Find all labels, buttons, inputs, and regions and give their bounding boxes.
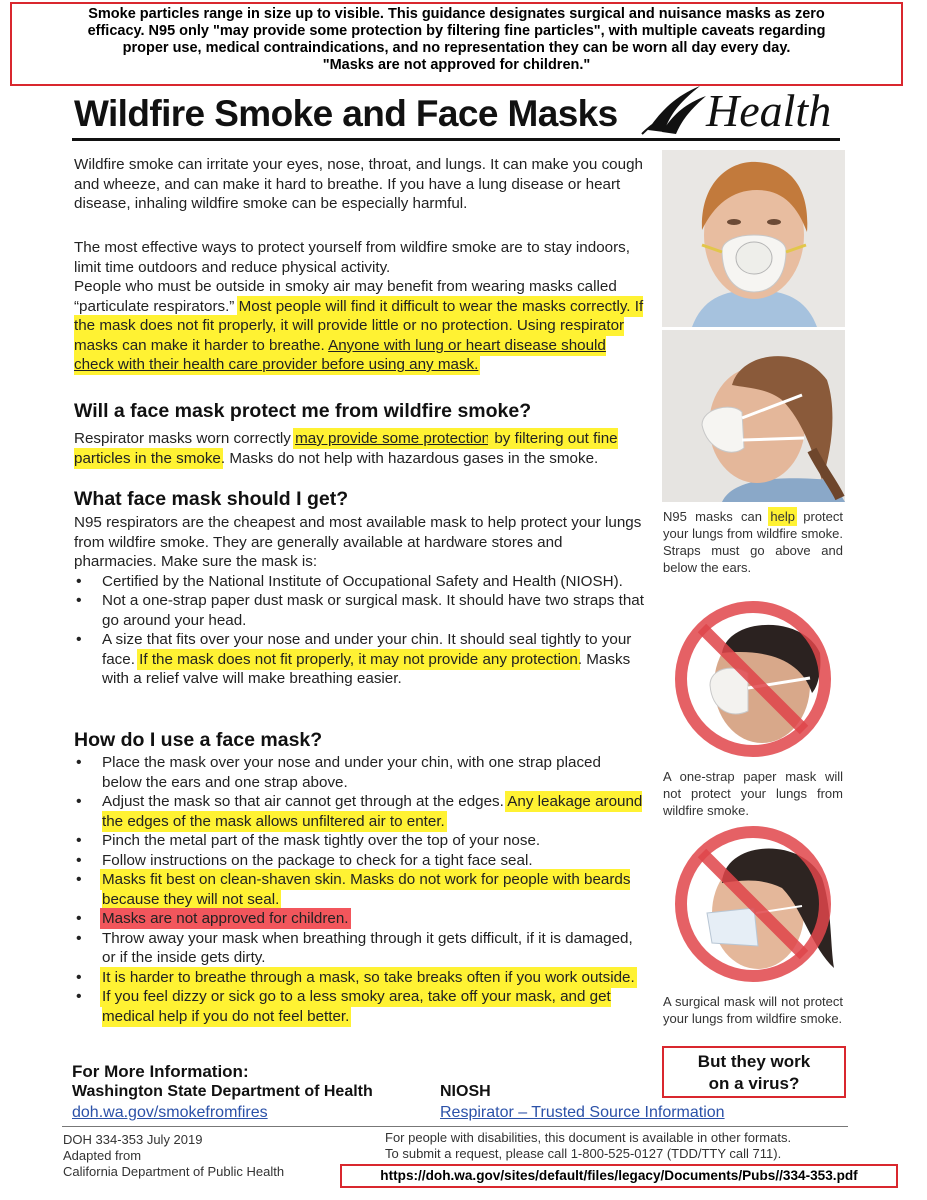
body-text: N95 respirators are the cheapest and most available mask to help protect your lungs from wildfire smoke. They are generally available at hardware stores and pharmacies. Make sure the mask is: [74,514,642,570]
section3-body [74,753,644,1026]
list-item: • Place the mask over your nose and under your chin, with one strap placed below the ears and one strap above. [74,753,644,792]
list-item [74,909,644,929]
accessibility-text: To submit a request, please call 1-800-525-0127 (TDD/TTY call 711). [385,1146,782,1161]
more-info-org: Washington State Department of Health [72,1083,373,1100]
intro-text: The most effective ways to protect yourself from wildfire smoke are to stay indoors, limit time outdoors and reduce physical activity. [74,239,630,276]
body-text: . Masks do not help with hazardous gases in the smoke. [220,449,599,467]
callout-line: on a virus? [708,1074,800,1093]
callout-line: But they work [697,1052,811,1071]
section-heading: Will a face mask protect me from wildfire smoke? [74,400,532,422]
annotation-box [10,2,903,86]
doc-id: DOH 334-353 July 2019 [63,1132,203,1147]
caption-text: N95 masks can [663,509,771,524]
highlighted-text: Masks fit best on clean-shaven skin. Masks do not work for people with beards because they will not seal. [102,871,631,908]
list-item: • Throw away your mask when breathing through it gets difficult, if it is damaged, or if the inside gets dirty. [74,929,644,968]
adapted-text: Adapted from [63,1148,142,1163]
title-divider [72,138,840,141]
annotation-line: "Masks are not approved for children." [322,57,591,73]
surgical-mask-photo [662,818,845,990]
section1-paragraph [74,429,644,468]
body-text: Adjust the mask so that air cannot get through at the edges. [102,793,508,810]
footer-divider [62,1126,848,1127]
highlighted-text: If the mask does not fit properly, it may not provide any protection [139,650,578,668]
list-item [74,792,644,831]
list-item [74,630,644,689]
logo-swoosh-icon [640,82,710,136]
highlighted-text: Anyone with lung or heart disease should check with their health care provider before using any mask. [74,336,606,373]
caption-surgical: A surgical mask will not protect your lungs from wildfire smoke. [663,994,843,1026]
highlighted-text: It is harder to breathe through a mask, so take breaks often if you work outside. [102,968,635,986]
mask-usage-list [74,753,644,1026]
list-item: • Certified by the National Institute of Occupational Safety and Health (NIOSH). [74,572,644,592]
page-title: Wildfire Smoke and Face Masks [74,93,618,134]
accessibility-text: For people with disabilities, this document is available in other formats. [385,1130,792,1145]
body-text: A size that fits over your nose and under your chin. It should seal tightly to your face. [102,631,632,668]
doh-link[interactable]: doh.wa.gov/smokefromfires [72,1104,268,1121]
intro-paragraph-2 [74,238,644,375]
intro-text: People who must be outside in smoky air may benefit from wearing masks called “particulate respirators.” [74,278,617,315]
highlighted-text: by filtering out fine particles in the smoke [74,430,618,467]
n95-front-photo [662,150,845,327]
caption-n95 [663,508,843,576]
niosh-link[interactable]: Respirator – Trusted Source Information [440,1104,725,1121]
list-item [74,968,644,988]
body-text: . Masks with a relief valve will make breathing easier. [102,650,631,687]
logo-text: Health [706,85,832,136]
section-heading: What face mask should I get? [74,488,349,510]
intro-text: Wildfire smoke can irritate your eyes, nose, throat, and lungs. It can make you cough and wheeze, and can make it hard to breathe. If you have a lung disease or heart disease, inhaling wildfire smoke can be especially harmful. [74,156,643,212]
red-highlighted-text: Masks are not approved for children. [102,910,349,927]
annotation-line: efficacy. N95 only "may provide some protection by filtering fine particles", with multiple caveats regarding [87,23,826,39]
highlighted-text: If you feel dizzy or sick go to a less smoky area, take off your mask, and get medical help if you do not feel better. [102,988,611,1025]
annotation-line: proper use, medical contraindications, and no representation they can be worn all day every day. [122,40,791,56]
highlighted-text: Any leakage around the edges of the mask allows unfiltered air to enter. [102,793,643,830]
adapted-text: California Department of Public Health [63,1164,285,1179]
list-item: • Not a one-strap paper dust mask or surgical mask. It should have two straps that go around your head. [74,591,644,630]
mask-requirements-list [74,572,644,689]
section-heading: How do I use a face mask? [74,729,323,751]
highlighted-text: may provide some protection [295,430,491,447]
n95-side-photo [662,330,845,502]
more-info-org: NIOSH [440,1083,491,1100]
annotation-line: Smoke particles range in size up to visible. This guidance designates surgical and nuisance masks as zero [88,6,825,22]
list-item [74,987,644,1026]
list-item [74,870,644,909]
highlighted-text: Most people will find it difficult to wear the masks correctly. If the mask does not fit properly, it will provide little or no protection. Using respirator masks can make it harder to breathe. [74,297,644,354]
body-text: Respirator masks worn correctly [74,430,296,447]
source-url[interactable]: https://doh.wa.gov/sites/default/files/legacy/Documents/Pubs//334-353.pdf [340,1164,898,1188]
more-info-heading: For More Information: [72,1062,249,1081]
caption-one-strap: A one-strap paper mask will not protect your lungs from wildfire smoke. [663,769,843,818]
callout-box [662,1046,846,1098]
footer-right [385,1130,791,1162]
one-strap-mask-photo [662,593,845,765]
intro-paragraph-1 [74,155,644,214]
list-item: • Pinch the metal part of the mask tightly over the top of your nose. [74,831,644,851]
highlighted-text: help [770,509,795,524]
list-item: • Follow instructions on the package to check for a tight face seal. [74,851,644,871]
footer-left [63,1132,284,1180]
section2-body [74,513,644,689]
caption-text: protect your lungs from wildfire smoke. Straps must go above and below the ears. [663,509,844,575]
